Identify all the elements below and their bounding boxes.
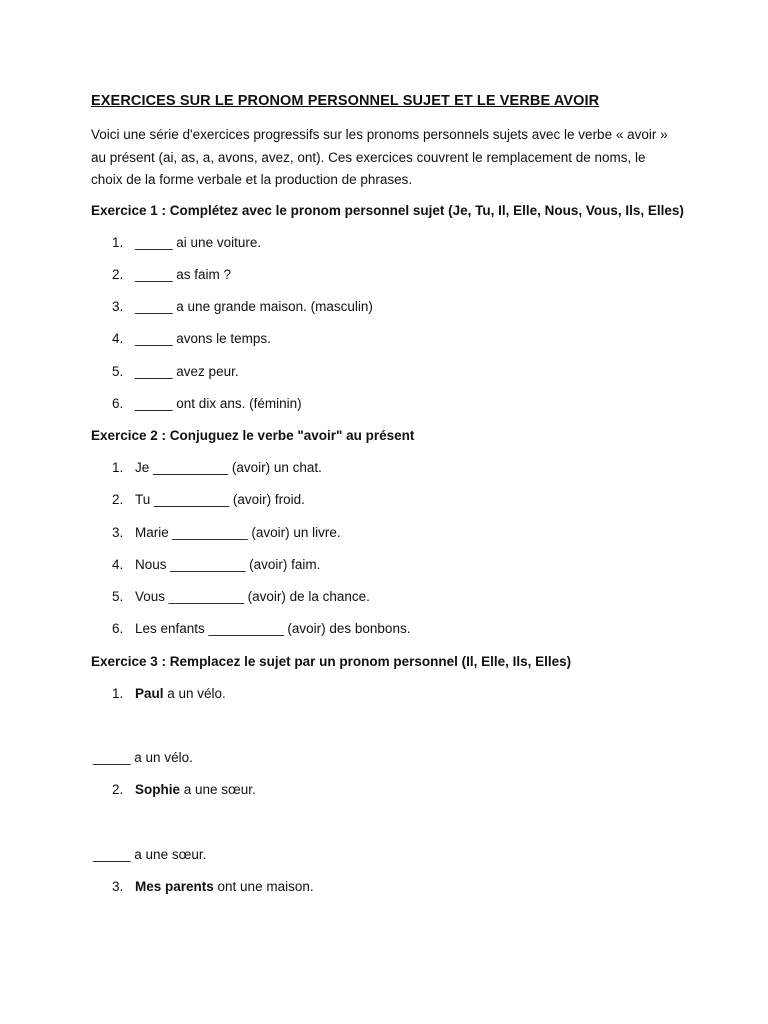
item-text: _____ ont dix ans. (féminin) bbox=[135, 396, 302, 411]
item-text: _____ avons le temps. bbox=[135, 331, 271, 346]
exercise2-item bbox=[112, 492, 305, 507]
item-number: 5. bbox=[112, 589, 124, 604]
item-number: 4. bbox=[112, 331, 124, 346]
item-number: 3. bbox=[112, 525, 124, 540]
exercise1-item bbox=[112, 364, 239, 379]
exercise3-item bbox=[112, 879, 314, 894]
item-number: 1. bbox=[112, 686, 124, 701]
exercise2-item bbox=[112, 460, 322, 475]
item-number: 3. bbox=[112, 299, 124, 314]
item-subject: Sophie bbox=[135, 782, 181, 797]
item-text: _____ a une grande maison. (masculin) bbox=[135, 299, 373, 314]
exercise2-item bbox=[112, 589, 370, 604]
page-title: EXERCICES SUR LE PRONOM PERSONNEL SUJET ET LE VERBE AVOIR bbox=[91, 93, 600, 109]
item-text: _____ as faim ? bbox=[135, 267, 232, 282]
exercise1-item bbox=[112, 331, 271, 346]
item-text: Tu __________ (avoir) froid. bbox=[135, 492, 305, 507]
item-number: 2. bbox=[112, 492, 124, 507]
item-text: _____ avez peur. bbox=[135, 364, 239, 379]
exercise1-item bbox=[112, 235, 261, 250]
exercise1-item bbox=[112, 299, 373, 314]
item-number: 6. bbox=[112, 621, 124, 636]
exercise1-item bbox=[112, 396, 302, 411]
item-number: 1. bbox=[112, 235, 124, 250]
item-number: 2. bbox=[112, 267, 124, 282]
item-number: 5. bbox=[112, 364, 124, 379]
exercise3-answer-line: _____ a une sœur. bbox=[93, 847, 207, 862]
exercise2-item bbox=[112, 557, 320, 572]
intro-line: au présent (ai, as, a, avons, avez, ont). Ces exercices couvrent le remplacement de noms, le bbox=[91, 149, 646, 165]
exercise2-heading: Exercice 2 : Conjuguez le verbe "avoir" au présent bbox=[91, 428, 415, 443]
intro-line: Voici une série d'exercices progressifs sur les pronoms personnels sujets avec le verbe « avoir » bbox=[91, 127, 668, 142]
item-subject: Mes parents bbox=[135, 879, 214, 894]
item-text: Les enfants __________ (avoir) des bonbons. bbox=[135, 621, 411, 636]
item-number: 4. bbox=[112, 557, 124, 572]
exercise2-item bbox=[112, 525, 341, 540]
item-text: a un vélo. bbox=[163, 686, 226, 701]
exercise3-answer-line: _____ a un vélo. bbox=[93, 750, 193, 765]
item-subject: Paul bbox=[135, 686, 164, 701]
exercise3-item bbox=[112, 782, 256, 797]
exercise3-heading: Exercice 3 : Remplacez le sujet par un pronom personnel (Il, Elle, Ils, Elles) bbox=[91, 654, 572, 669]
item-number: 2. bbox=[112, 782, 124, 797]
exercise1-heading: Exercice 1 : Complétez avec le pronom personnel sujet (Je, Tu, Il, Elle, Nous, Vous, Ils, Elles) bbox=[91, 203, 684, 218]
item-text: Nous __________ (avoir) faim. bbox=[135, 557, 321, 572]
intro-line: choix de la forme verbale et la production de phrases. bbox=[91, 172, 413, 187]
exercise1-item bbox=[112, 267, 231, 282]
item-text: Marie __________ (avoir) un livre. bbox=[135, 525, 341, 540]
item-text: _____ ai une voiture. bbox=[135, 235, 262, 250]
item-text: Vous __________ (avoir) de la chance. bbox=[135, 589, 370, 604]
exercise3-item bbox=[112, 686, 226, 701]
item-number: 1. bbox=[112, 460, 124, 475]
item-text: a une sœur. bbox=[180, 782, 256, 797]
item-text: Je __________ (avoir) un chat. bbox=[135, 460, 322, 475]
intro-paragraph bbox=[91, 124, 691, 192]
item-number: 6. bbox=[112, 396, 124, 411]
item-number: 3. bbox=[112, 879, 124, 894]
item-text: ont une maison. bbox=[213, 879, 314, 894]
exercise2-item bbox=[112, 621, 410, 636]
